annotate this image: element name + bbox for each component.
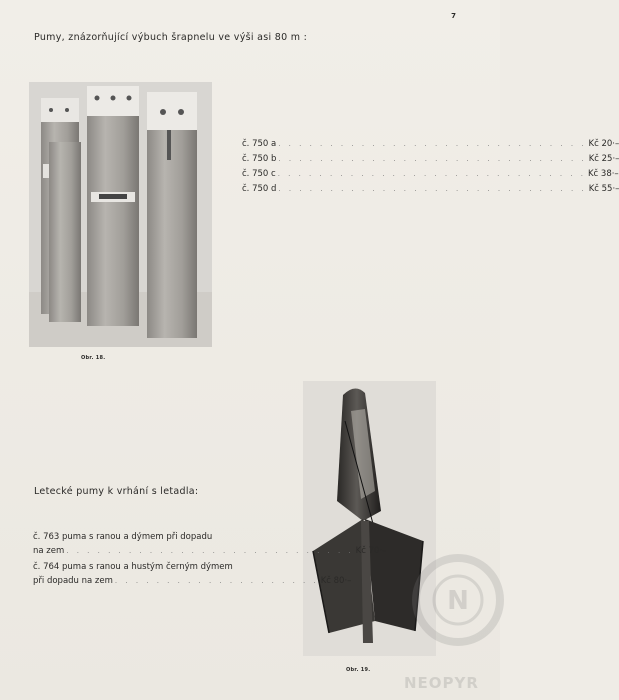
item-description: č. 764 puma s ranou a hustým černým dýmem	[33, 562, 233, 572]
price-row	[242, 154, 619, 169]
price-row	[242, 139, 619, 154]
watermark-text: NEOPYR	[404, 674, 479, 692]
dot-leader: . . . . . . . . . . . . . . . . . . . . . . . . . . . . . .	[278, 185, 587, 193]
item-description-cont: při dopadu na zem	[33, 576, 113, 586]
item-price: Kč 70·–	[355, 546, 387, 556]
section-heading: Pumy, znázorňující výbuch šrapnelu ve výši asi 80 m :	[34, 32, 308, 43]
item-price: Kč 25·–	[588, 154, 619, 164]
item-code: č. 750 c	[242, 169, 276, 179]
item-price: Kč 55·–	[588, 184, 619, 194]
item-description-cont: na zem	[33, 546, 65, 556]
figure-18-caption: Obr. 18.	[81, 355, 106, 361]
dot-leader: . . . . . . . . . . . . . . . . . . . . . . . . . . . . . .	[278, 140, 587, 148]
item-line	[33, 574, 352, 588]
item-code: č. 750 d	[242, 184, 277, 194]
catalog-item	[33, 530, 387, 558]
shrapnel-bombs-illustration	[29, 82, 212, 347]
item-price: Kč 80·–	[320, 576, 352, 586]
dot-leader: . . . . . . . . . . . . . . . . . . . .	[114, 577, 319, 585]
item-code: č. 750 a	[242, 139, 277, 149]
item-price: Kč 20·–	[588, 139, 619, 149]
item-price: Kč 38·–	[587, 169, 619, 179]
dot-leader: . . . . . . . . . . . . . . . . . . . . . . . . . . . . . .	[277, 170, 586, 178]
item-code: č. 750 b	[242, 154, 277, 164]
price-row	[242, 184, 619, 199]
price-list	[242, 139, 619, 199]
catalog-item	[33, 560, 352, 588]
figure-19-caption: Obr. 19.	[346, 667, 371, 673]
dot-leader: . . . . . . . . . . . . . . . . . . . . . . . . . . . . . .	[278, 155, 587, 163]
dot-leader: . . . . . . . . . . . . . . . . . . . . . . . . . . . .	[66, 547, 354, 555]
page-number: 7	[451, 12, 456, 20]
item-description: č. 763 puma s ranou a dýmem při dopadu	[33, 532, 213, 542]
item-line	[33, 544, 387, 558]
section-subheading: Letecké pumy k vrhání s letadla:	[34, 486, 199, 497]
figure-18-photo	[29, 82, 212, 347]
watermark-letter: N	[447, 586, 469, 616]
price-row	[242, 169, 619, 184]
